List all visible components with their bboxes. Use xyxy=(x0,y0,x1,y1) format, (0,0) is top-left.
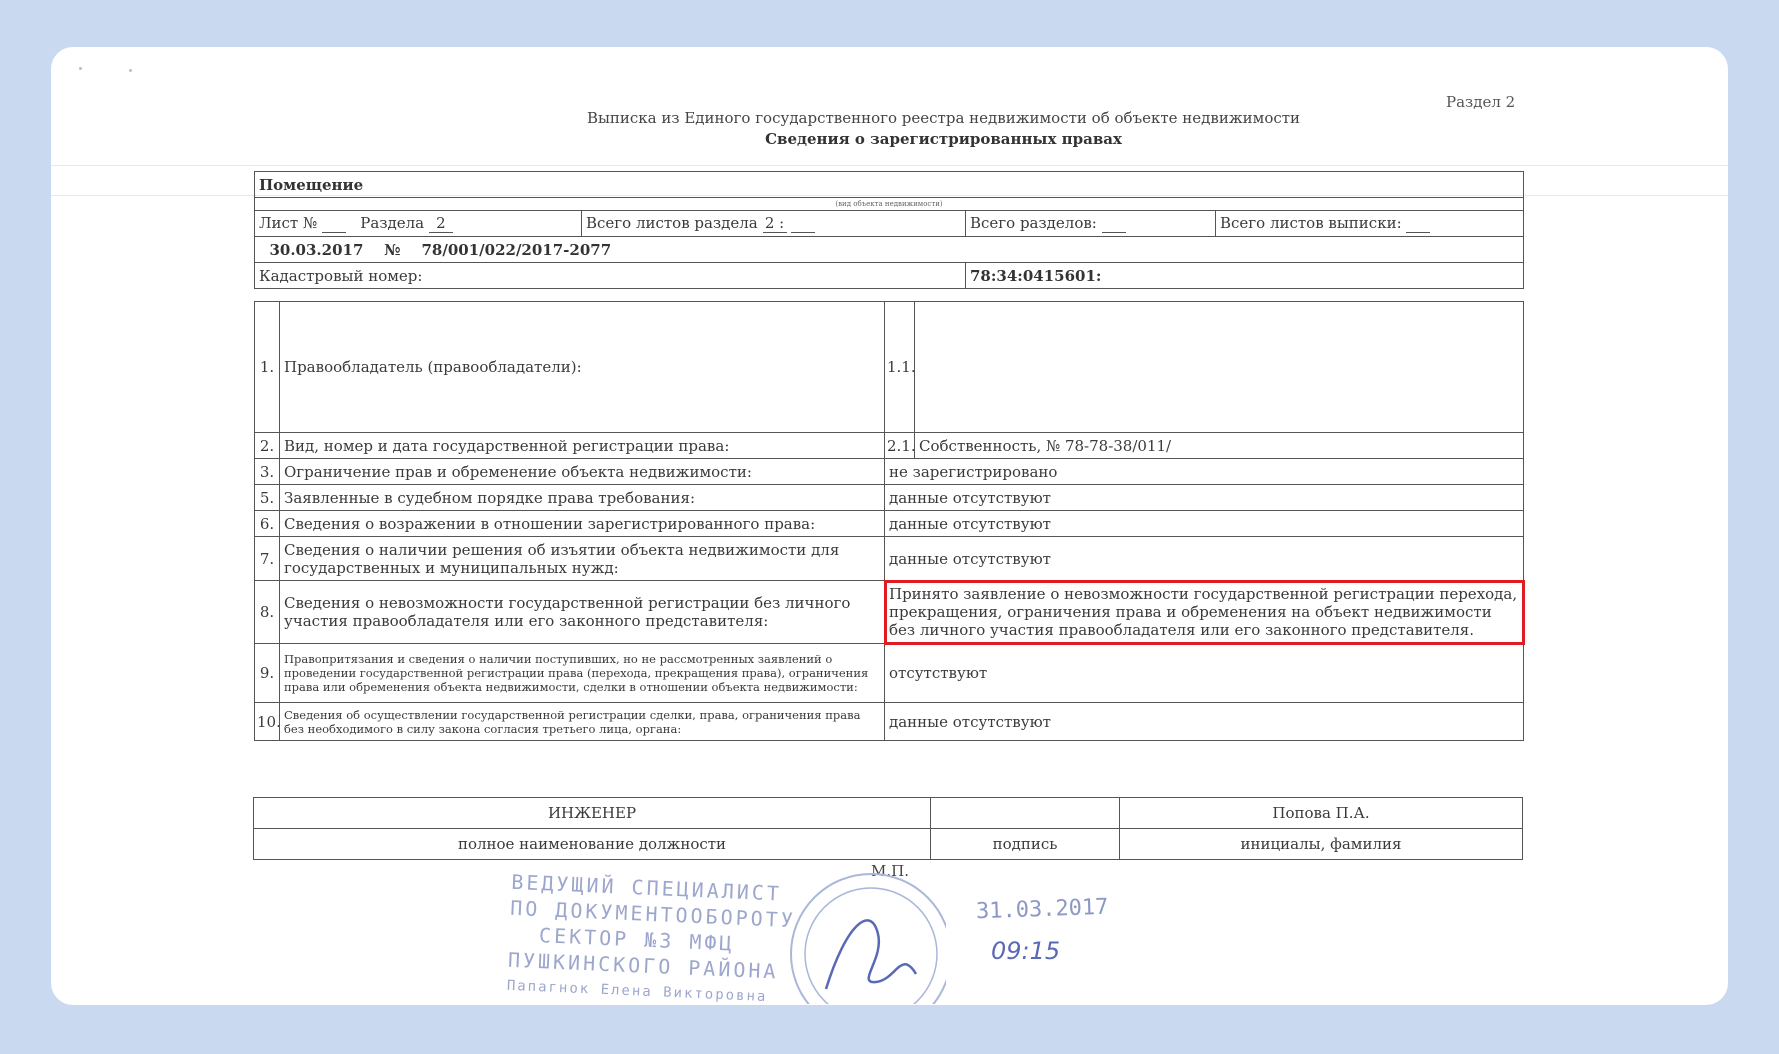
scan-line xyxy=(51,165,1728,166)
cadastral-label: Кадастровый номер: xyxy=(255,263,966,289)
total-sections-cell xyxy=(966,211,1216,237)
row-value: отсутствуют xyxy=(885,644,1524,703)
highlighted-row-value: Принято заявление о невозможности государственной регистрации перехода, прекращения, ограничения права и обременения на объект недвижимости без личного участия правообладателя или его законного представителя. xyxy=(885,581,1524,644)
total-sheets-section-label: Всего листов раздела xyxy=(586,214,758,232)
row-value: не зарегистрировано xyxy=(885,459,1524,485)
table-row xyxy=(255,537,1524,581)
row-number: 3. xyxy=(255,459,280,485)
total-sections-label: Всего разделов: xyxy=(970,214,1097,232)
position-value: ИНЖЕНЕР xyxy=(254,798,931,829)
object-type: Помещение xyxy=(255,172,1524,198)
section-value: 2 xyxy=(429,214,453,233)
row-label: Ограничение прав и обременение объекта недвижимости: xyxy=(280,459,885,485)
blank xyxy=(791,214,815,233)
row-number: 10. xyxy=(255,703,280,741)
row-number: 6. xyxy=(255,511,280,537)
scan-dot xyxy=(129,69,132,72)
total-sheets-extract-label: Всего листов выписки: xyxy=(1220,214,1402,232)
row-number: 7. xyxy=(255,537,280,581)
cadastral-value: 78:34:0415601: xyxy=(966,263,1524,289)
row-subnumber: 2.1. xyxy=(885,433,915,459)
total-sheets-section-cell xyxy=(582,211,966,237)
row-subnumber: 1.1. xyxy=(885,302,915,433)
total-sheets-section-value: 2 : xyxy=(763,214,787,233)
signature-table xyxy=(253,797,1523,860)
blank xyxy=(1406,214,1430,233)
table-row xyxy=(255,485,1524,511)
document-title: Выписка из Единого государственного реестра недвижимости об объекте недвижимости xyxy=(586,109,1301,127)
table-row xyxy=(255,433,1524,459)
object-type-caption: (вид объекта недвижимости) xyxy=(255,198,1524,211)
row-number: 9. xyxy=(255,644,280,703)
number-sign: № xyxy=(384,240,401,259)
row-value: данные отсутствуют xyxy=(885,511,1524,537)
row-value xyxy=(915,302,1524,433)
table-row xyxy=(255,644,1524,703)
section-label: Раздел 2 xyxy=(1446,93,1516,111)
position-caption: полное наименование должности xyxy=(254,829,931,860)
document-subtitle: Сведения о зарегистрированных правах xyxy=(765,130,1122,148)
row-label: Правопритязания и сведения о наличии поступивших, но не рассмотренных заявлений о проведении государственной регистрации права (перехода, прекращения права), ограничения права или обременения объекта недвижимости, сделки в отношении объекта недвижимости: xyxy=(280,644,885,703)
row-number: 5. xyxy=(255,485,280,511)
row-label: Сведения о возражении в отношении зарегистрированного права: xyxy=(280,511,885,537)
table-row xyxy=(255,459,1524,485)
specialist-stamp xyxy=(506,869,797,1005)
signature-caption: подпись xyxy=(931,829,1120,860)
row-number: 1. xyxy=(255,302,280,433)
section-word: Раздела xyxy=(360,214,425,232)
extract-date: 30.03.2017 xyxy=(269,240,364,259)
sheet-blank xyxy=(322,214,346,233)
signature-cell xyxy=(931,798,1120,829)
row-label: Сведения о наличии решения об изъятии объекта недвижимости для государственных и муниципальных нужд: xyxy=(280,537,885,581)
stamp-line: ПО ДОКУМЕНТООБОРОТУ xyxy=(509,895,797,933)
row-value: данные отсутствуют xyxy=(885,485,1524,511)
stamp-date: 31.03.2017 xyxy=(975,894,1109,925)
name-value: Попова П.А. xyxy=(1120,798,1523,829)
row-value: данные отсутствуют xyxy=(885,537,1524,581)
table-row xyxy=(255,511,1524,537)
document-card xyxy=(51,47,1728,1005)
row-number: 2. xyxy=(255,433,280,459)
table-row xyxy=(255,703,1524,741)
row-label: Сведения об осуществлении государственной регистрации сделки, права, ограничения права без необходимого в силу закона согласия третьего лица, органа: xyxy=(280,703,885,741)
extract-number: 78/001/022/2017-2077 xyxy=(421,240,612,259)
row-label: Сведения о невозможности государственной регистрации без личного участия правообладателя или его законного представителя: xyxy=(280,581,885,644)
stamp-line: ПУШКИНСКОГО РАЙОНА xyxy=(507,947,780,984)
stamp-line: СЕКТОР №3 МФЦ xyxy=(538,923,735,956)
sheet-cell xyxy=(255,211,582,237)
total-sheets-extract-cell xyxy=(1216,211,1524,237)
header-table xyxy=(254,171,1524,289)
name-caption: инициалы, фамилия xyxy=(1120,829,1523,860)
table-row xyxy=(255,302,1524,433)
row-value: данные отсутствуют xyxy=(885,703,1524,741)
round-seal-icon xyxy=(786,864,946,1004)
blank xyxy=(1102,214,1126,233)
stamp-line: Папагнок Елена Викторовна xyxy=(506,977,768,1005)
date-number-row xyxy=(255,237,1524,263)
row-label: Вид, номер и дата государственной регистрации права: xyxy=(280,433,885,459)
sheet-label: Лист № xyxy=(259,214,318,232)
row-number: 8. xyxy=(255,581,280,644)
rights-table xyxy=(254,301,1524,741)
row-label: Заявленные в судебном порядке права требования: xyxy=(280,485,885,511)
stamp-line: ВЕДУЩИЙ СПЕЦИАЛИСТ xyxy=(510,869,783,906)
seal-mark: М.П. xyxy=(871,862,909,880)
row-label: Правообладатель (правообладатели): xyxy=(280,302,885,433)
stamp-time: 09:15 xyxy=(991,937,1061,965)
scan-dot xyxy=(79,67,82,70)
table-row xyxy=(255,581,1524,644)
row-value: Собственность, № 78-78-38/011/ xyxy=(915,433,1524,459)
